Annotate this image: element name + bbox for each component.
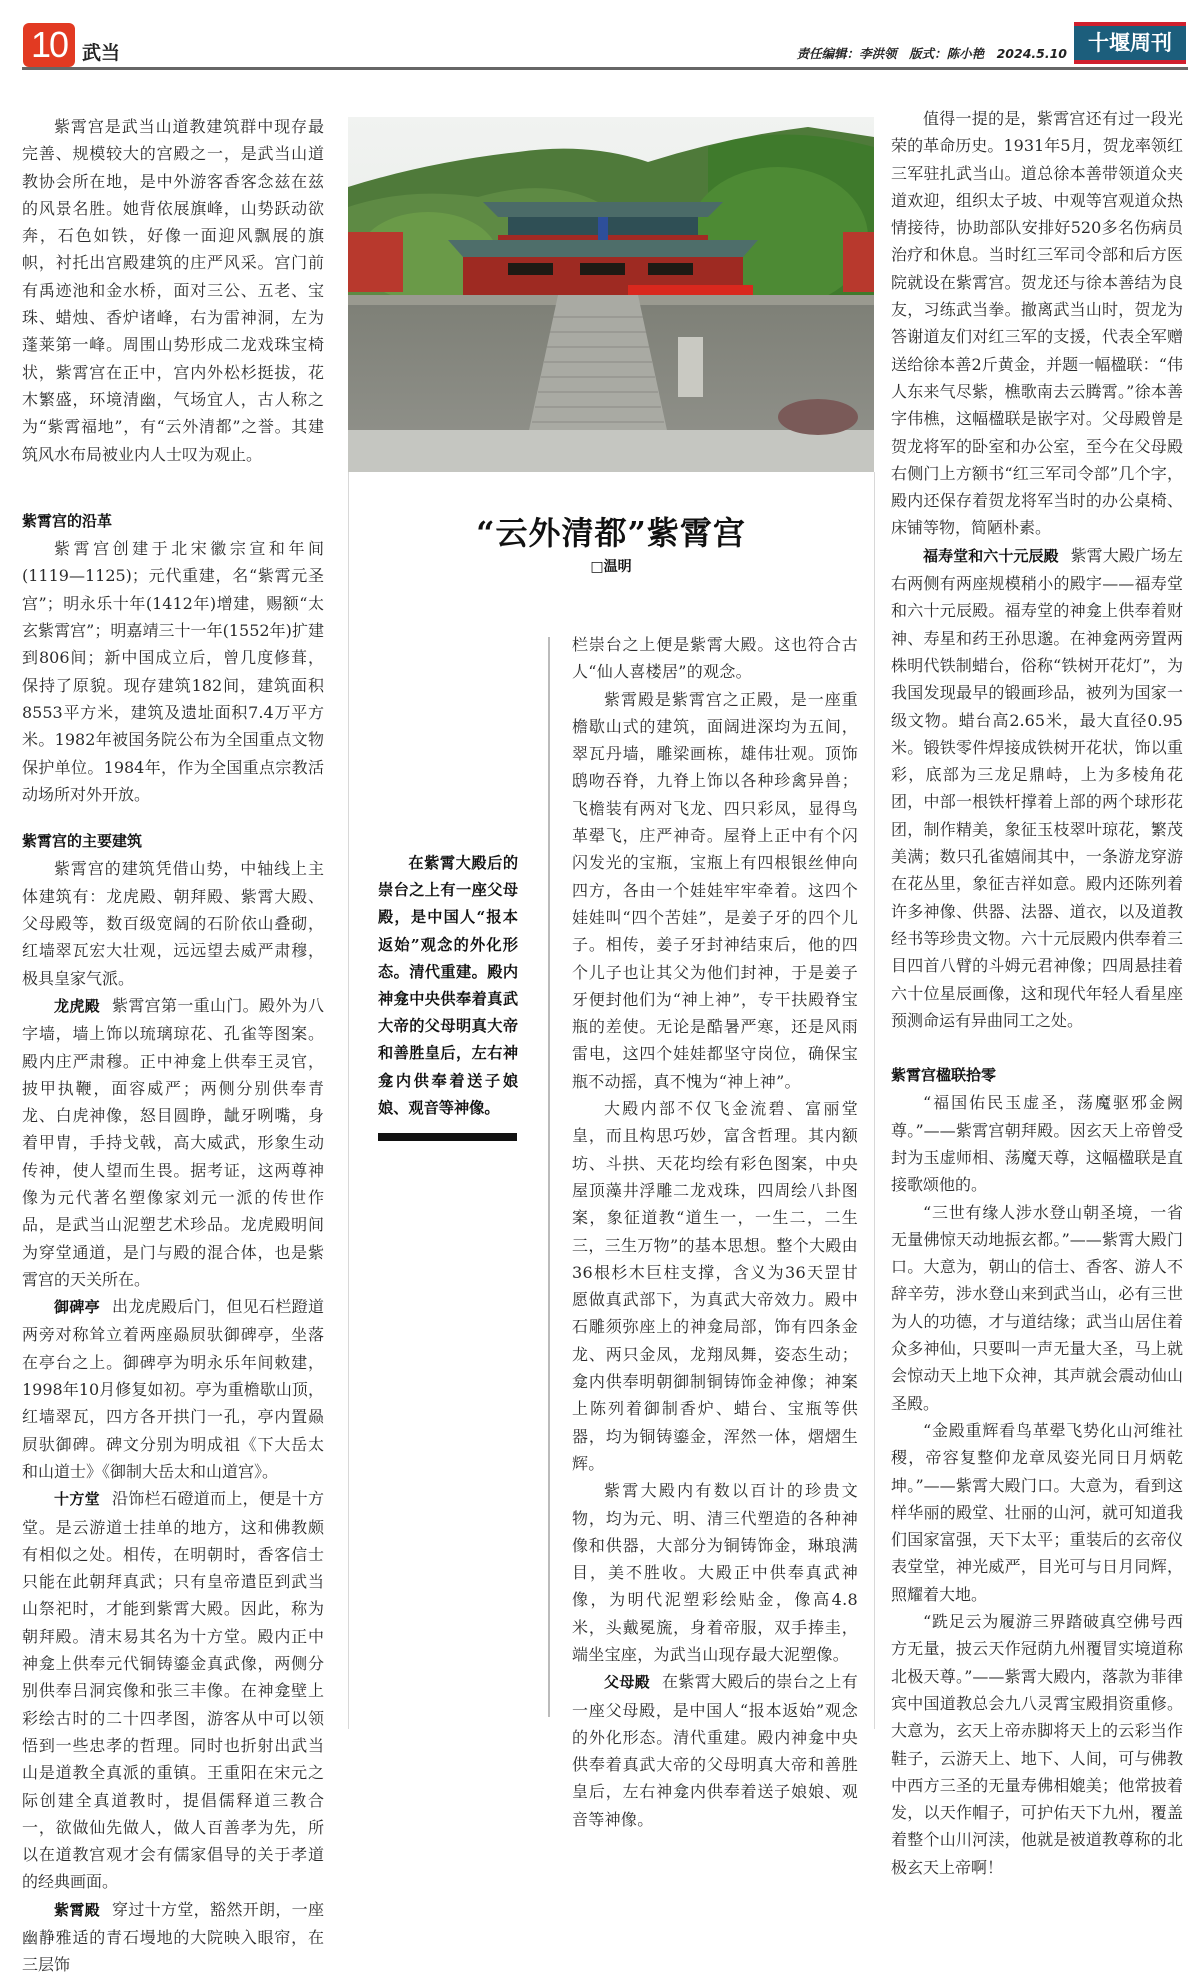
article-paragraph xyxy=(572,1668,858,1833)
article-paragraph xyxy=(22,1896,324,1979)
box-border-right xyxy=(874,472,875,1729)
paragraph-text: “三世有缘人涉水登山朝圣境，一省无量佛惊天动地振玄都。”——紫霄大殿门口。大意为，朝山的信士、香客、游人不辞辛劳，涉水登山来到武当山，必有三世为人的功德，才与道结缘；武当山居住着众多神仙，只要叫一声无量大圣，马上就会惊动天上地下众神，其声就会震动仙山圣殿。 xyxy=(891,1202,1183,1413)
pull-quote-bar xyxy=(378,1133,517,1141)
newspaper-logo: 十堰周刊 xyxy=(1074,22,1186,64)
article-paragraph xyxy=(22,992,324,1293)
temple-photo-icon xyxy=(348,117,874,472)
paragraph-text: 紫霄宫创建于北宋徽宗宣和年间(1119—1125)；元代重建，名“紫霄元圣宫”；明永乐十年(1412年)增建，赐额“太玄紫霄宫”；明嘉靖三十一年(1552年)扩建到806间；新中国成立后，曾几度修葺，保持了原貌。现存建筑182间，建筑面积8553平方米，建筑及遗址面积7.4万平方米。1982年被国务院公布为全国重点文物保护单位。1984年，作为全国重点宗教活动场所对外开放。 xyxy=(22,539,324,804)
right-column xyxy=(891,105,1183,1881)
paragraph-text: 紫霄宫的建筑凭借山势，中轴线上主体建筑有：龙虎殿、朝拜殿、紫霄大殿、父母殿等，数百级宽阔的石阶依山叠砌，红墙翠瓦宏大壮观，远远望去威严肃穆，极具皇家气派。 xyxy=(22,859,324,988)
article-paragraph xyxy=(891,1608,1183,1881)
article-paragraph xyxy=(22,1485,324,1895)
paragraph-lead: 父母殿 xyxy=(604,1673,651,1692)
page-number-badge: 10 xyxy=(23,23,75,67)
article-paragraph xyxy=(891,1417,1183,1608)
paragraph-text: 紫霄殿是紫霄宫之正殿，是一座重檐歇山式的建筑，面阔进深均为五间，翠瓦丹墙，雕梁画栋，雄伟壮观。顶饰鸱吻吞脊，九脊上饰以各种珍禽异兽；飞檐装有两对飞龙、四只彩凤，显得鸟革翚飞，庄严神奇。屋脊上正中有个闪闪发光的宝瓶，宝瓶上有四根银丝伸向四方，各由一个娃娃牢牢牵着。这四个娃娃叫“四个苦娃”，是姜子牙的四个儿子。相传，姜子牙封神结束后，他的四个儿子也让其父为他们封神，于是姜子牙便封他们为“神上神”，专干扶殿脊宝瓶的差使。无论是酷暑严寒，还是风雨雷电，这四个娃娃都坚守岗位，确保宝瓶不动摇，真不愧为“神上神”。 xyxy=(572,689,858,1091)
paragraph-text: 值得一提的是，紫霄宫还有过一段光荣的革命历史。1931年5月，贺龙率领红三军驻扎武当山。道总徐本善带领道众夹道欢迎，组织太子坡、中观等宫观道众热情接待，协助部队安排好520多名伤病员治疗和休息。当时红三军司令部和后方医院就设在紫霄宫。贺龙还与徐本善结为良友，习练武当拳。撤离武当山时，贺龙为答谢道友们对红三军的支援，代表全军赠送给徐本善2斤黄金，并题一幅楹联：“伟人东来气尽紫，樵歌南去云腾霄。”徐本善字伟樵，这幅楹联是嵌字对。父母殿曾是贺龙将军的卧室和办公室，至今在父母殿右侧门上方额书“红三军司令部”几个字，殿内还保存着贺龙将军当时的办公桌椅、床铺等物，简陋朴素。 xyxy=(891,109,1183,538)
pull-quote xyxy=(378,850,518,1122)
paragraph-text: 紫霄大殿内有数以百计的珍贵文物，均为元、明、清三代塑造的各种神像和供器，大部分为铜铸饰金，琳琅满目，美不胜收。大殿正中供奉真武神像，为明代泥塑彩绘贴金，像高4.8米，头戴冕旒，身着帝服，双手捧圭，端坐宝座，为武当山现存最大泥塑像。 xyxy=(572,1481,858,1664)
box-border-left xyxy=(348,472,349,1729)
paragraph-text: “福国佑民玉虚圣，荡魔驱邪金阙尊。”——紫霄宫朝拜殿。因玄天上帝曾受封为玉虚师相、荡魔天尊，这幅楹联是直接歌颂他的。 xyxy=(891,1093,1183,1195)
article-paragraph xyxy=(891,105,1183,542)
article-paragraph xyxy=(22,855,324,991)
paragraph-text: 在紫霄大殿后的崇台之上有一座父母殿，是中国人“报本返始”观念的外化形态。清代重建。殿内神龛中央供奉着真武大帝的父母明真大帝和善胜皇后，左右神龛内供奉着送子娘娘、观音等神像。 xyxy=(572,1672,858,1829)
article-paragraph xyxy=(572,1477,858,1668)
paragraph-text: 紫霄宫是武当山道教建筑群中现存最完善、规模较大的宫殿之一，是武当山道教协会所在地，是中外游客香客念兹在兹的风景名胜。她背依展旗峰，山势跃动欲奔，石色如铁，好像一面迎风飘展的旗帜，衬托出宫殿建筑的庄严风采。宫门前有禹迹池和金水桥，面对三公、五老、宝珠、蜡烛、香炉诸峰，右为雷神洞，左为蓬莱第一峰。周围山势形成二龙戏珠宝椅状，紫霄宫在正中，宫内外松杉挺拔，花木繁盛，环境清幽，气场宜人，古人称之为“紫霄福地”，有“云外清都”之誉。其建筑风水布局被业内人士叹为观止。 xyxy=(22,117,324,464)
left-column xyxy=(22,113,324,1979)
paragraph-text: 沿饰栏石磴道而上，便是十方堂。是云游道士挂单的地方，这和佛教颇有相似之处。相传，在明朝时，香客信士只能在此朝拜真武；只有皇帝遣臣到武当山祭祀时，才能到紫霄大殿。因此，称为朝拜殿。清末易其名为十方堂。殿内正中神龛上供奉元代铜铸鎏金真武像，两侧分别供奉吕洞宾像和张三丰像。在神龛壁上彩绘古时的二十四孝图，游客从中可以领悟到一些忠孝的哲理。同时也折射出武当山是道教全真派的重镇。王重阳在宋元之际创建全真道教时，提倡儒释道三教合一，欲做仙先做人，做人百善孝为先，所以在道教宫观才会有儒家倡导的关于孝道的经典画面。 xyxy=(22,1489,324,1892)
article-paragraph xyxy=(572,1095,858,1477)
middle-column xyxy=(572,631,858,1833)
paragraph-text: “跣足云为履游三界踏破真空佛号西方无量，披云天作冠荫九州覆冒实境道称北极天尊。”——紫霄大殿内，落款为菲律宾中国道教总会九八灵霄宝殿捐资重修。大意为，玄天上帝赤脚将天上的云彩当作鞋子，云游天上、地下、人间，可与佛教中西方三圣的无量寿佛相媲美；他常披着发，以天作帽子，可护佑天下九州，覆盖着整个山川河渎，他就是被道教尊称的北极玄天上帝啊！ xyxy=(891,1612,1183,1877)
article-paragraph xyxy=(891,1199,1183,1417)
paragraph-text: 穿过十方堂，豁然开朗，一座幽静雅适的青石墁地的大院映入眼帘，在三层饰 xyxy=(22,1899,324,1975)
section-name: 武当 xyxy=(82,42,121,64)
article-paragraph xyxy=(572,686,858,1095)
article-paragraph xyxy=(22,113,324,468)
paragraph-text: “金殿重辉看鸟革翚飞势化山河维社稷，帝容复整仰龙章凤姿光同日月炳乾坤。”——紫霄大殿门口。大意为，看到这样华丽的殿堂、壮丽的山河，就可知道我们国家富强，天下太平；重装后的玄帝仪表堂堂，神光威严，目光可与日月同辉，照耀着大地。 xyxy=(891,1420,1183,1604)
section-heading: 紫霄宫的主要建筑 xyxy=(22,832,143,851)
paragraph-lead: 福寿堂和六十元辰殿 xyxy=(923,546,1059,565)
article-paragraph xyxy=(572,631,858,686)
paragraph-text: 紫霄宫第一重山门。殿外为八字墙，墙上饰以琉璃琼花、孔雀等图案。殿内庄严肃穆。正中神龛上供奉王灵官，披甲执鞭，面容威严；两侧分别供奉青龙、白虎神像，怒目圆睁，龇牙咧嘴，身着甲胄，手持戈戟，高大威武，形象生动传神，使人望而生畏。据考证，这两尊神像为元代著名塑像家刘元一派的传世作品，是武当山泥塑艺术珍品。龙虎殿明间为穿堂通道，是门与殿的混合体，也是紫霄宫的天关所在。 xyxy=(22,995,324,1289)
paragraph-text: 大殿内部不仅飞金流碧、富丽堂皇，而且构思巧妙，富含哲理。其内额坊、斗拱、天花均绘有彩色图案，中央屋顶藻井浮雕二龙戏珠，四周绘八卦图案，象征道教“道生一，一生二，二生三，三生万物”的基本思想。整个大殿由36根杉木巨柱支撑，含义为36天罡甘愿做真武部下，为真武大帝效力。殿中石雕须弥座上的神龛局部，饰有四条金龙、两只金凤，龙翔凤舞，姿态生动；龛内供奉明朝御制铜铸饰金神像；神案上陈列着御制香炉、蜡台、宝瓶等供器，均为铜铸鎏金，浑然一体，熠熠生辉。 xyxy=(572,1099,858,1473)
header-rule xyxy=(22,67,1188,70)
paragraph-text: 栏崇台之上便是紫霄大殿。这也符合古人“仙人喜楼居”的观念。 xyxy=(572,635,858,682)
column-divider xyxy=(548,637,550,1717)
article-byline: □温明 xyxy=(590,559,632,575)
temple-photo xyxy=(348,117,874,472)
article-paragraph xyxy=(22,535,324,808)
paragraph-lead: 御碑亭 xyxy=(54,1298,100,1317)
pull-quote-text: 在紫霄大殿后的崇台之上有一座父母殿，是中国人“报本返始”观念的外化形态。清代重建。殿内神龛中央供奉着真武大帝的父母明真大帝和善胜皇后，左右神龛内供奉着送子娘娘、观音等神像。 xyxy=(378,854,518,1117)
editor-credits: 责任编辑：李洪领 版式：陈小艳 2024.5.10 xyxy=(796,46,1067,61)
paragraph-lead: 龙虎殿 xyxy=(54,996,100,1015)
paragraph-text: 紫霄大殿广场左右两侧有两座规模稍小的殿宇——福寿堂和六十元辰殿。福寿堂的神龛上供奉着财神、寿星和药王孙思邈。在神龛两旁置两株明代铁制蜡台，俗称“铁树开花灯”，为我国发现最早的锻画珍品，被列为国家一级文物。蜡台高2.65米，最大直径0.95米。锻铁零件焊接成铁树开花状，饰以重彩，底部为三龙足鼎峙，上为多棱角花团，中部一根铁杆撑着上部的两个球形花团，制作精美，象征玉枝翠叶琼花，繁茂美满；数只孔雀嬉闹其中，一条游龙穿游在花丛里，象征吉祥如意。殿内还陈列着许多神像、供器、法器、道衣，以及道教经书等珍贵文物。六十元辰殿内供奉着三目四首八臂的斗姆元君神像；四周悬挂着六十位星辰画像，这和现代年轻人看星座预测命运有异曲同工之处。 xyxy=(891,545,1183,1030)
paragraph-lead: 十方堂 xyxy=(54,1490,100,1509)
article-title: “云外清都”紫霄宫 xyxy=(476,514,746,552)
section-heading: 紫霄宫的沿革 xyxy=(22,511,113,530)
article-paragraph xyxy=(891,542,1183,1034)
article-paragraph xyxy=(891,1089,1183,1198)
article-paragraph xyxy=(22,1293,324,1485)
paragraph-lead: 紫霄殿 xyxy=(54,1900,100,1919)
section-heading: 紫霄宫楹联拾零 xyxy=(891,1066,997,1085)
paragraph-text: 出龙虎殿后门，但见石栏蹬道两旁对称耸立着两座赑屃驮御碑亭，坐落在亭台之上。御碑亭为明永乐年间敕建，1998年10月修复如初。亭为重檐歇山顶，红墙翠瓦，四方各开拱门一孔，亭内置赑屃驮御碑。碑文分别为明成祖《下大岳太和山道士》《御制大岳太和山道宫》。 xyxy=(22,1297,324,1481)
